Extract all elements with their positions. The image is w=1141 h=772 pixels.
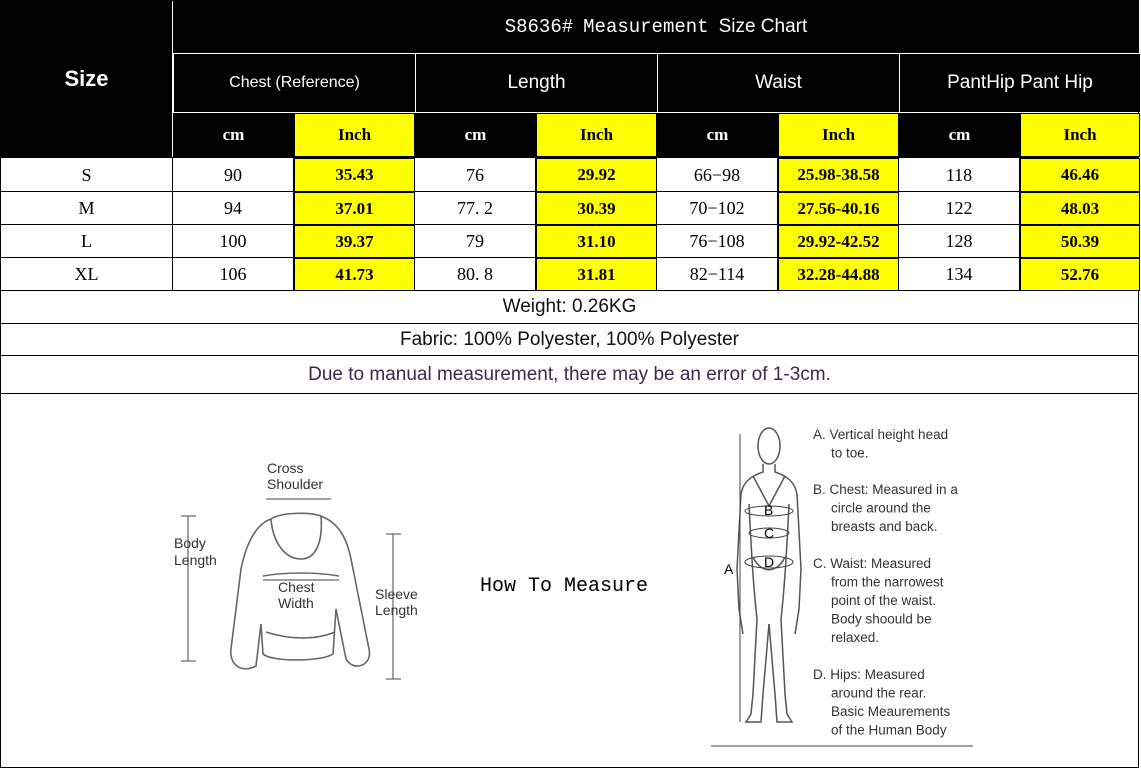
- value-text: 80. 8: [457, 264, 493, 284]
- cm-value-cell: [415, 225, 536, 258]
- unit-header-cm: [173, 113, 294, 157]
- unit-label: cm: [464, 125, 487, 144]
- sleeve-length-label-2: Length: [375, 602, 418, 618]
- group-header-label: Chest (Reference): [229, 74, 360, 91]
- title-measurement: Measurement: [583, 16, 709, 38]
- error-text: Due to manual measurement, there may be an error of 1-3cm.: [308, 363, 831, 385]
- letter-d: D: [764, 554, 775, 570]
- cm-value-cell: [899, 258, 1020, 291]
- error-note: [1, 356, 1138, 393]
- cm-value-cell: [657, 192, 778, 225]
- value-text: 118: [945, 164, 973, 185]
- value-text: 122: [945, 198, 973, 218]
- cm-value-cell: [899, 225, 1020, 258]
- inch-value-cell: [1020, 225, 1140, 258]
- value-text: 128: [945, 231, 973, 251]
- body-length-label-1: Body: [174, 535, 206, 551]
- unit-header-inch: [536, 113, 657, 157]
- size-cell: [1, 225, 173, 258]
- cross-shoulder-label-2: Shoulder: [267, 476, 324, 492]
- unit-label: Inch: [337, 125, 372, 144]
- cross-shoulder-label-1: Cross: [267, 460, 304, 476]
- cm-value-cell: [657, 225, 778, 258]
- unit-header-cm: [899, 113, 1020, 157]
- title-size-chart: Size Chart: [718, 16, 808, 37]
- size-header-cell: [1, 1, 172, 157]
- inch-value-cell: [294, 192, 415, 225]
- group-header-0: [173, 54, 415, 112]
- cm-value-cell: [173, 225, 294, 258]
- size-cell: [1, 192, 173, 225]
- value-text: 46.46: [1060, 165, 1100, 184]
- cm-value-cell: [657, 158, 778, 192]
- title-separator: [173, 53, 1139, 54]
- unit-header-cm: [415, 113, 536, 157]
- group-header-2: [657, 54, 899, 112]
- group-header-3: [899, 54, 1140, 112]
- divider-error: [1, 355, 1138, 356]
- legend-line: around the rear.: [831, 685, 927, 701]
- value-text: 70−102: [689, 198, 745, 218]
- fabric-note: [1, 324, 1138, 355]
- sleeve-length-label-1: Sleeve: [375, 586, 418, 602]
- unit-label: Inch: [821, 125, 856, 144]
- legend-line: point of the waist.: [831, 593, 937, 608]
- value-text: 77. 2: [457, 198, 493, 218]
- value-text: 41.73: [335, 264, 374, 284]
- inch-value-cell: [1020, 158, 1140, 192]
- value-text: 52.76: [1060, 264, 1100, 284]
- value-text: 25.98-38.58: [797, 165, 880, 184]
- inch-value-cell: [778, 158, 899, 192]
- group-header-label: PantHip Pant Hip: [947, 72, 1093, 93]
- chest-width-label-1: Chest: [278, 579, 315, 595]
- measure-legend: [813, 427, 958, 738]
- value-text: 48.03: [1060, 198, 1100, 218]
- value-text: 39.37: [335, 231, 374, 251]
- value-text: 29.92: [577, 165, 616, 184]
- legend-line: C. Waist: Measured: [813, 556, 932, 571]
- value-text: 31.81: [577, 264, 616, 284]
- size-cell: [1, 158, 173, 192]
- size-label: M: [78, 198, 95, 218]
- value-text: 106: [219, 264, 247, 284]
- cm-value-cell: [415, 192, 536, 225]
- value-text: 76: [466, 164, 484, 185]
- measure-guide-svg: [1, 394, 1138, 767]
- unit-label: cm: [706, 125, 729, 144]
- body-figure: [737, 428, 801, 722]
- value-text: 90: [224, 164, 242, 185]
- legend-line: to toe.: [831, 445, 869, 461]
- legend-line: of the Human Body: [831, 722, 947, 738]
- inch-value-cell: [1020, 258, 1140, 291]
- unit-label: Inch: [1063, 125, 1097, 144]
- legend-line: Basic Meaurements: [831, 704, 951, 719]
- inch-value-cell: [294, 225, 415, 258]
- value-text: 50.39: [1060, 231, 1100, 251]
- weight-text: Weight: 0.26KG: [502, 296, 637, 317]
- inch-value-cell: [536, 192, 657, 225]
- unit-header-inch: [778, 113, 899, 157]
- unit-label: cm: [222, 125, 245, 144]
- letter-b: B: [764, 502, 774, 518]
- value-text: 31.10: [577, 231, 616, 251]
- value-text: 32.28-44.88: [797, 264, 880, 284]
- weight-note: [1, 291, 1138, 323]
- inch-value-cell: [536, 225, 657, 258]
- cm-value-cell: [173, 158, 294, 192]
- chest-width-label-2: Width: [278, 595, 314, 611]
- unit-header-inch: [294, 113, 415, 157]
- inch-value-cell: [778, 225, 899, 258]
- value-text: 100: [219, 231, 247, 251]
- value-text: 79: [466, 231, 484, 251]
- chart-title: [173, 1, 1139, 53]
- value-text: 29.92-42.52: [797, 231, 880, 251]
- cm-value-cell: [173, 258, 294, 291]
- inch-value-cell: [1020, 192, 1140, 225]
- inch-value-cell: [536, 158, 657, 192]
- legend-line: breasts and back.: [831, 519, 938, 534]
- value-text: 82−114: [689, 264, 745, 284]
- size-header-label: Size: [64, 66, 109, 91]
- inch-value-cell: [294, 258, 415, 291]
- value-text: 134: [945, 264, 973, 284]
- cm-value-cell: [415, 258, 536, 291]
- value-text: 76−108: [689, 231, 745, 251]
- cm-value-cell: [899, 158, 1020, 192]
- cm-value-cell: [899, 192, 1020, 225]
- inch-value-cell: [778, 258, 899, 291]
- legend-line: B. Chest: Measured in a: [813, 482, 958, 497]
- value-text: 66−98: [693, 164, 741, 185]
- how-to-measure-label: How To Measure: [480, 575, 649, 598]
- value-text: 30.39: [577, 198, 616, 218]
- group-header-label: Waist: [755, 72, 802, 93]
- group-header-1: [415, 54, 657, 112]
- value-text: 27.56-40.16: [797, 198, 880, 218]
- title-code: S8636#: [504, 16, 574, 38]
- divider-fabric: [1, 323, 1138, 324]
- row-divider-top: [1, 157, 1138, 158]
- legend-line: relaxed.: [831, 630, 880, 645]
- unit-header-inch: [1020, 113, 1140, 157]
- legend-line: circle around the: [831, 500, 931, 516]
- cm-value-cell: [173, 192, 294, 225]
- inch-value-cell: [778, 192, 899, 225]
- unit-header-cm: [657, 113, 778, 157]
- legend-line: D. Hips: Measured: [813, 667, 925, 682]
- size-label: L: [81, 231, 92, 251]
- legend-line: from the narrowest: [831, 574, 944, 590]
- size-label: XL: [74, 264, 99, 284]
- body-length-label-2: Length: [174, 552, 217, 568]
- inch-value-cell: [536, 258, 657, 291]
- fabric-text: Fabric: 100% Polyester, 100% Polyester: [399, 328, 739, 350]
- size-label: S: [81, 164, 92, 185]
- divider-weight: [1, 290, 1138, 291]
- value-text: 35.43: [335, 165, 374, 184]
- group-header-label: Length: [507, 72, 566, 93]
- legend-line: A. Vertical height head: [813, 427, 949, 442]
- legend-line: Body shoould be: [831, 611, 932, 627]
- value-text: 37.01: [335, 198, 374, 218]
- measure-guide: [1, 394, 1138, 767]
- inch-value-cell: [294, 158, 415, 192]
- letter-a: A: [724, 561, 734, 577]
- value-text: 94: [224, 198, 242, 218]
- cm-value-cell: [657, 258, 778, 291]
- size-cell: [1, 258, 173, 291]
- cm-value-cell: [415, 158, 536, 192]
- letter-c: C: [764, 525, 775, 541]
- unit-label: cm: [948, 125, 971, 144]
- unit-label: Inch: [579, 125, 614, 144]
